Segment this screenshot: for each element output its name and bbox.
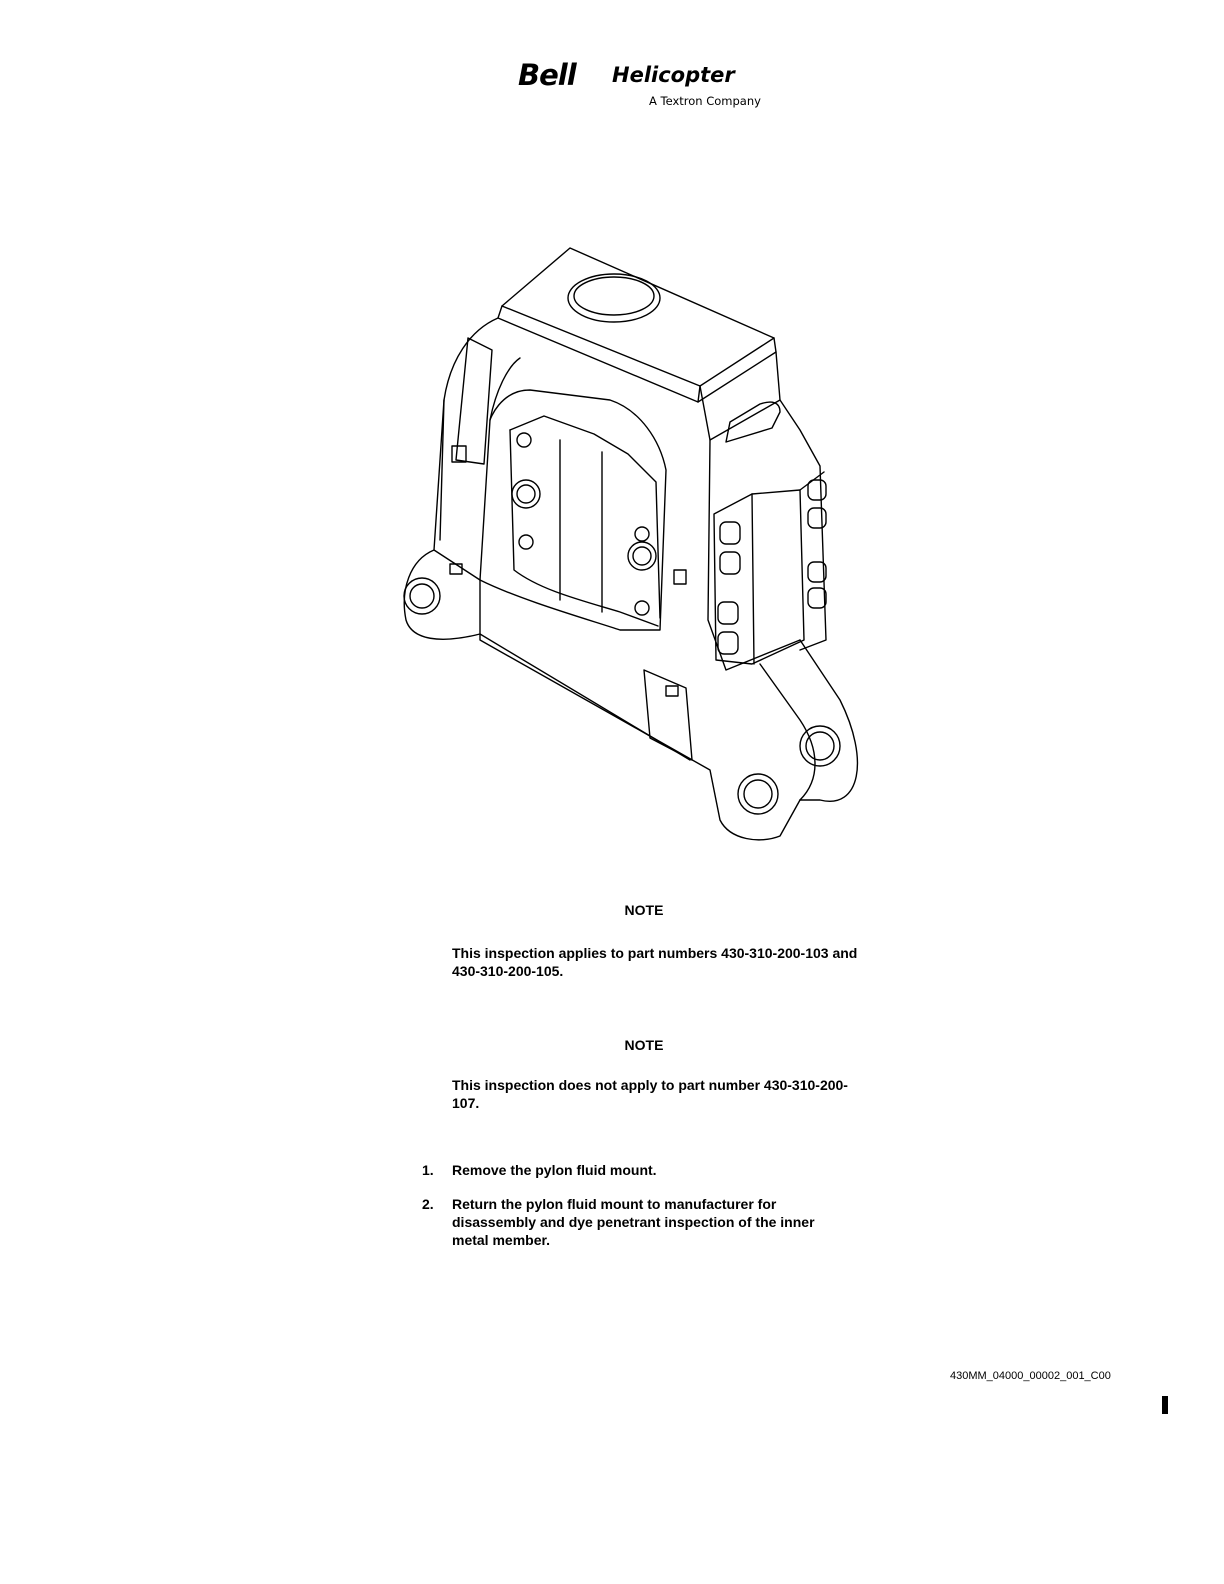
step-number: 1. — [422, 1162, 434, 1178]
bell-helicopter-logo — [518, 58, 778, 110]
pylon-fluid-mount-drawing — [380, 240, 880, 860]
step-text: Return the pylon fluid mount to manufacturer for disassembly and dye penetrant inspection of the inner metal member. — [452, 1196, 815, 1248]
note-text: This inspection applies to part numbers 430-310-200-103 and 430-310-200-105. — [452, 945, 858, 979]
step-text: Remove the pylon fluid mount. — [452, 1162, 657, 1178]
logo-subtitle: A Textron Company — [649, 94, 761, 108]
logo-brand: Bell — [518, 58, 576, 92]
note-title: NOTE — [624, 1037, 664, 1053]
note-title: NOTE — [624, 902, 664, 918]
logo-name: Helicopter — [612, 63, 735, 87]
step-number: 2. — [422, 1196, 434, 1212]
note-text: This inspection does not apply to part number 430-310-200-107. — [452, 1077, 848, 1111]
change-bar — [1162, 1396, 1168, 1414]
figure-identifier: 430MM_04000_00002_001_C00 — [950, 1370, 1111, 1382]
